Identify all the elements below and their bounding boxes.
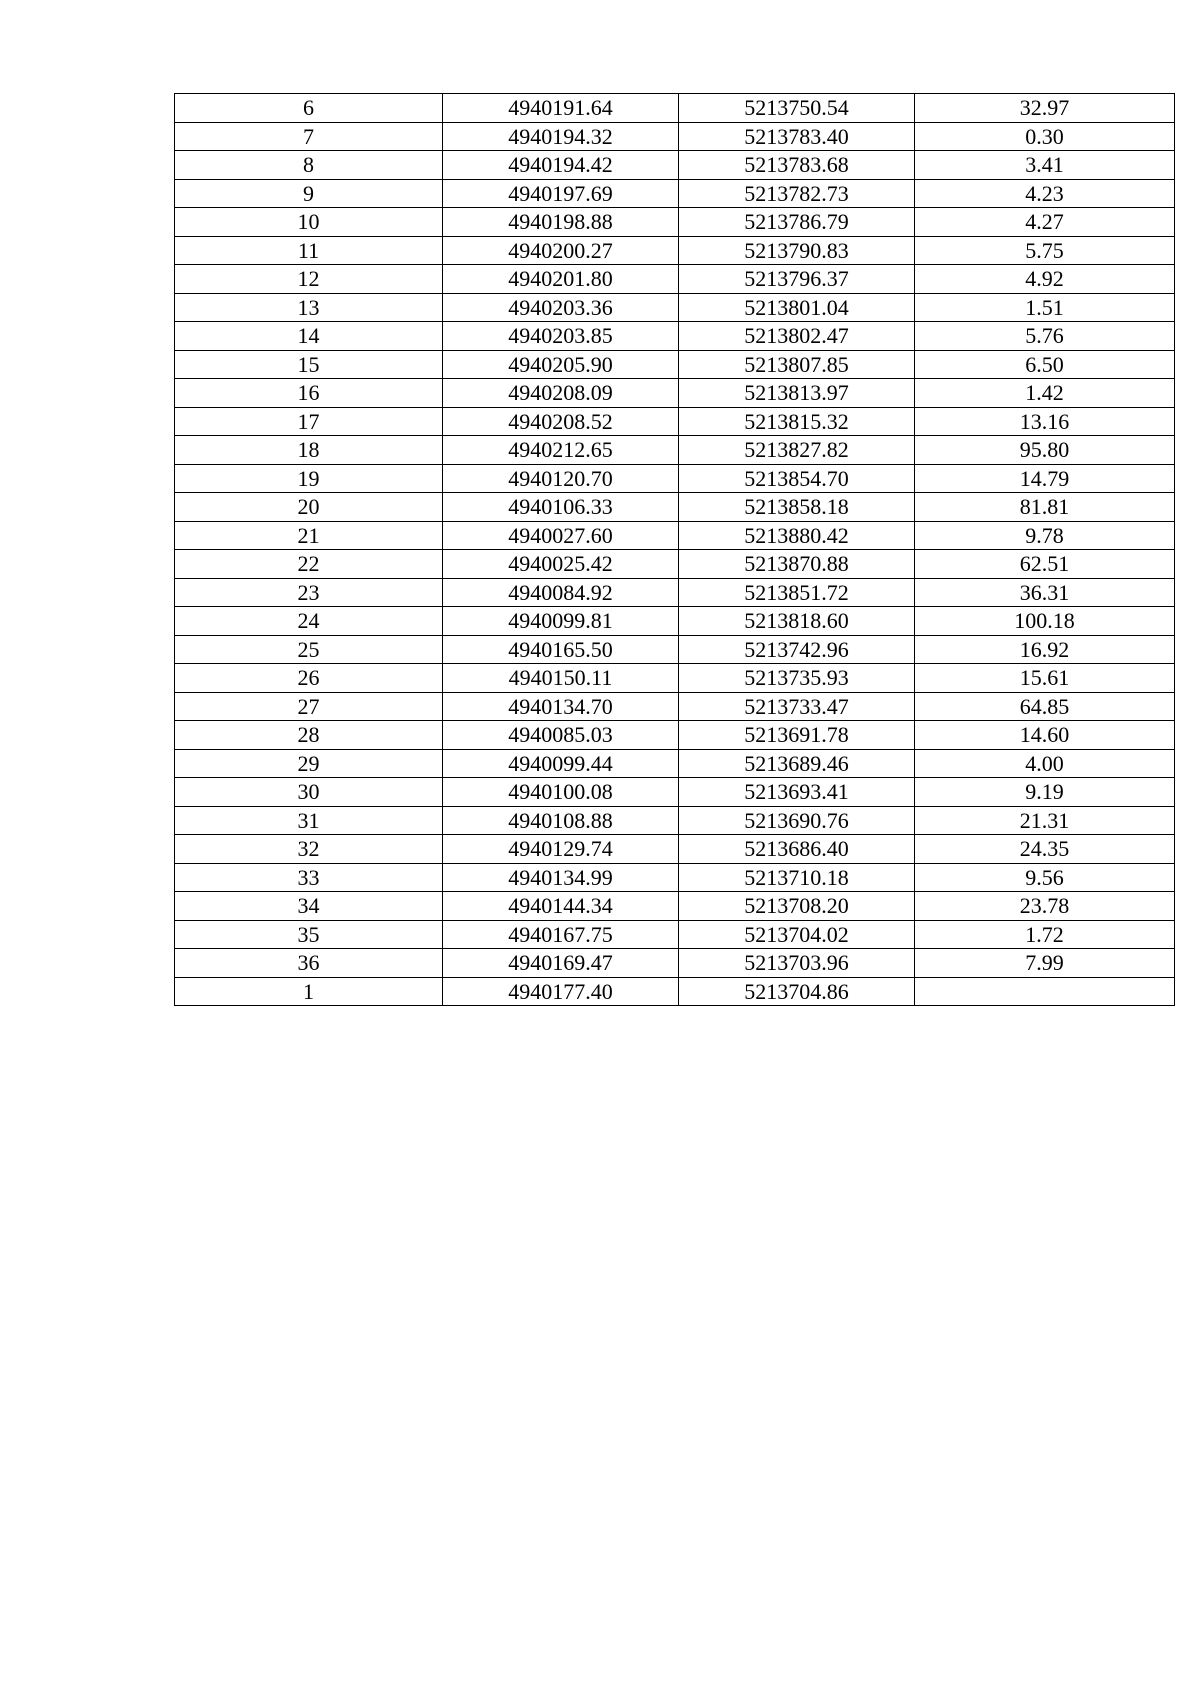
side-length-cell: 0.30 — [915, 122, 1175, 151]
table-row — [175, 550, 1175, 579]
x-coordinate-cell: 4940201.80 — [443, 265, 679, 294]
table-row — [175, 721, 1175, 750]
side-length-cell: 5.75 — [915, 236, 1175, 265]
side-length-cell: 64.85 — [915, 692, 1175, 721]
y-coordinate-cell: 5213813.97 — [679, 379, 915, 408]
point-number-cell: 33 — [175, 863, 443, 892]
table-row — [175, 920, 1175, 949]
point-number-cell: 25 — [175, 635, 443, 664]
table-row — [175, 493, 1175, 522]
side-length-cell: 15.61 — [915, 664, 1175, 693]
table-row — [175, 607, 1175, 636]
y-coordinate-cell: 5213858.18 — [679, 493, 915, 522]
x-coordinate-cell: 4940194.42 — [443, 151, 679, 180]
side-length-cell: 3.41 — [915, 151, 1175, 180]
x-coordinate-cell: 4940208.52 — [443, 407, 679, 436]
point-number-cell: 30 — [175, 778, 443, 807]
y-coordinate-cell: 5213802.47 — [679, 322, 915, 351]
table-row — [175, 436, 1175, 465]
table-row — [175, 806, 1175, 835]
side-length-cell: 1.51 — [915, 293, 1175, 322]
y-coordinate-cell: 5213786.79 — [679, 208, 915, 237]
x-coordinate-cell: 4940100.08 — [443, 778, 679, 807]
x-coordinate-cell: 4940085.03 — [443, 721, 679, 750]
point-number-cell: 23 — [175, 578, 443, 607]
table-row — [175, 265, 1175, 294]
coordinates-table — [174, 93, 1175, 1006]
x-coordinate-cell: 4940203.85 — [443, 322, 679, 351]
point-number-cell: 10 — [175, 208, 443, 237]
side-length-cell: 32.97 — [915, 94, 1175, 123]
side-length-cell: 4.92 — [915, 265, 1175, 294]
x-coordinate-cell: 4940165.50 — [443, 635, 679, 664]
y-coordinate-cell: 5213689.46 — [679, 749, 915, 778]
table-row — [175, 379, 1175, 408]
table-row — [175, 692, 1175, 721]
table-row — [175, 664, 1175, 693]
table-row — [175, 835, 1175, 864]
point-number-cell: 16 — [175, 379, 443, 408]
table-row — [175, 977, 1175, 1006]
y-coordinate-cell: 5213815.32 — [679, 407, 915, 436]
x-coordinate-cell: 4940198.88 — [443, 208, 679, 237]
y-coordinate-cell: 5213693.41 — [679, 778, 915, 807]
table-row — [175, 635, 1175, 664]
point-number-cell: 11 — [175, 236, 443, 265]
point-number-cell: 32 — [175, 835, 443, 864]
table-row — [175, 179, 1175, 208]
y-coordinate-cell: 5213796.37 — [679, 265, 915, 294]
point-number-cell: 17 — [175, 407, 443, 436]
x-coordinate-cell: 4940025.42 — [443, 550, 679, 579]
x-coordinate-cell: 4940177.40 — [443, 977, 679, 1006]
point-number-cell: 27 — [175, 692, 443, 721]
side-length-cell: 7.99 — [915, 949, 1175, 978]
side-length-cell: 36.31 — [915, 578, 1175, 607]
table-row — [175, 94, 1175, 123]
point-number-cell: 26 — [175, 664, 443, 693]
y-coordinate-cell: 5213818.60 — [679, 607, 915, 636]
point-number-cell: 28 — [175, 721, 443, 750]
side-length-cell: 24.35 — [915, 835, 1175, 864]
x-coordinate-cell: 4940106.33 — [443, 493, 679, 522]
y-coordinate-cell: 5213807.85 — [679, 350, 915, 379]
x-coordinate-cell: 4940144.34 — [443, 892, 679, 921]
table-row — [175, 122, 1175, 151]
point-number-cell: 1 — [175, 977, 443, 1006]
x-coordinate-cell: 4940212.65 — [443, 436, 679, 465]
y-coordinate-cell: 5213704.86 — [679, 977, 915, 1006]
point-number-cell: 15 — [175, 350, 443, 379]
x-coordinate-cell: 4940194.32 — [443, 122, 679, 151]
y-coordinate-cell: 5213783.40 — [679, 122, 915, 151]
point-number-cell: 6 — [175, 94, 443, 123]
side-length-cell: 62.51 — [915, 550, 1175, 579]
side-length-cell: 6.50 — [915, 350, 1175, 379]
side-length-cell: 14.60 — [915, 721, 1175, 750]
side-length-cell: 1.72 — [915, 920, 1175, 949]
x-coordinate-cell: 4940200.27 — [443, 236, 679, 265]
table-row — [175, 293, 1175, 322]
table-row — [175, 949, 1175, 978]
table-row — [175, 521, 1175, 550]
point-number-cell: 24 — [175, 607, 443, 636]
table-row — [175, 464, 1175, 493]
y-coordinate-cell: 5213750.54 — [679, 94, 915, 123]
y-coordinate-cell: 5213851.72 — [679, 578, 915, 607]
y-coordinate-cell: 5213690.76 — [679, 806, 915, 835]
y-coordinate-cell: 5213870.88 — [679, 550, 915, 579]
x-coordinate-cell: 4940205.90 — [443, 350, 679, 379]
y-coordinate-cell: 5213782.73 — [679, 179, 915, 208]
x-coordinate-cell: 4940134.70 — [443, 692, 679, 721]
y-coordinate-cell: 5213854.70 — [679, 464, 915, 493]
table-row — [175, 322, 1175, 351]
x-coordinate-cell: 4940208.09 — [443, 379, 679, 408]
x-coordinate-cell: 4940108.88 — [443, 806, 679, 835]
x-coordinate-cell: 4940027.60 — [443, 521, 679, 550]
side-length-cell: 23.78 — [915, 892, 1175, 921]
y-coordinate-cell: 5213742.96 — [679, 635, 915, 664]
point-number-cell: 18 — [175, 436, 443, 465]
table-row — [175, 863, 1175, 892]
x-coordinate-cell: 4940191.64 — [443, 94, 679, 123]
point-number-cell: 21 — [175, 521, 443, 550]
side-length-cell: 4.00 — [915, 749, 1175, 778]
y-coordinate-cell: 5213733.47 — [679, 692, 915, 721]
coordinates-table-body — [175, 94, 1175, 1006]
side-length-cell — [915, 977, 1175, 1006]
point-number-cell: 19 — [175, 464, 443, 493]
side-length-cell: 9.56 — [915, 863, 1175, 892]
side-length-cell: 95.80 — [915, 436, 1175, 465]
x-coordinate-cell: 4940129.74 — [443, 835, 679, 864]
y-coordinate-cell: 5213704.02 — [679, 920, 915, 949]
y-coordinate-cell: 5213783.68 — [679, 151, 915, 180]
side-length-cell: 16.92 — [915, 635, 1175, 664]
x-coordinate-cell: 4940120.70 — [443, 464, 679, 493]
table-row — [175, 236, 1175, 265]
point-number-cell: 9 — [175, 179, 443, 208]
table-row — [175, 749, 1175, 778]
side-length-cell: 9.19 — [915, 778, 1175, 807]
side-length-cell: 14.79 — [915, 464, 1175, 493]
y-coordinate-cell: 5213827.82 — [679, 436, 915, 465]
point-number-cell: 7 — [175, 122, 443, 151]
x-coordinate-cell: 4940099.81 — [443, 607, 679, 636]
side-length-cell: 5.76 — [915, 322, 1175, 351]
side-length-cell: 4.27 — [915, 208, 1175, 237]
x-coordinate-cell: 4940167.75 — [443, 920, 679, 949]
x-coordinate-cell: 4940134.99 — [443, 863, 679, 892]
side-length-cell: 21.31 — [915, 806, 1175, 835]
y-coordinate-cell: 5213735.93 — [679, 664, 915, 693]
x-coordinate-cell: 4940150.11 — [443, 664, 679, 693]
point-number-cell: 34 — [175, 892, 443, 921]
side-length-cell: 81.81 — [915, 493, 1175, 522]
point-number-cell: 13 — [175, 293, 443, 322]
point-number-cell: 36 — [175, 949, 443, 978]
side-length-cell: 1.42 — [915, 379, 1175, 408]
y-coordinate-cell: 5213686.40 — [679, 835, 915, 864]
y-coordinate-cell: 5213801.04 — [679, 293, 915, 322]
y-coordinate-cell: 5213790.83 — [679, 236, 915, 265]
y-coordinate-cell: 5213703.96 — [679, 949, 915, 978]
point-number-cell: 12 — [175, 265, 443, 294]
side-length-cell: 13.16 — [915, 407, 1175, 436]
point-number-cell: 22 — [175, 550, 443, 579]
x-coordinate-cell: 4940203.36 — [443, 293, 679, 322]
y-coordinate-cell: 5213691.78 — [679, 721, 915, 750]
y-coordinate-cell: 5213708.20 — [679, 892, 915, 921]
x-coordinate-cell: 4940169.47 — [443, 949, 679, 978]
point-number-cell: 29 — [175, 749, 443, 778]
point-number-cell: 31 — [175, 806, 443, 835]
side-length-cell: 4.23 — [915, 179, 1175, 208]
table-row — [175, 778, 1175, 807]
point-number-cell: 8 — [175, 151, 443, 180]
y-coordinate-cell: 5213710.18 — [679, 863, 915, 892]
y-coordinate-cell: 5213880.42 — [679, 521, 915, 550]
table-row — [175, 208, 1175, 237]
point-number-cell: 20 — [175, 493, 443, 522]
table-row — [175, 892, 1175, 921]
table-row — [175, 407, 1175, 436]
x-coordinate-cell: 4940197.69 — [443, 179, 679, 208]
point-number-cell: 14 — [175, 322, 443, 351]
table-row — [175, 151, 1175, 180]
x-coordinate-cell: 4940099.44 — [443, 749, 679, 778]
side-length-cell: 100.18 — [915, 607, 1175, 636]
table-row — [175, 578, 1175, 607]
table-row — [175, 350, 1175, 379]
side-length-cell: 9.78 — [915, 521, 1175, 550]
x-coordinate-cell: 4940084.92 — [443, 578, 679, 607]
point-number-cell: 35 — [175, 920, 443, 949]
